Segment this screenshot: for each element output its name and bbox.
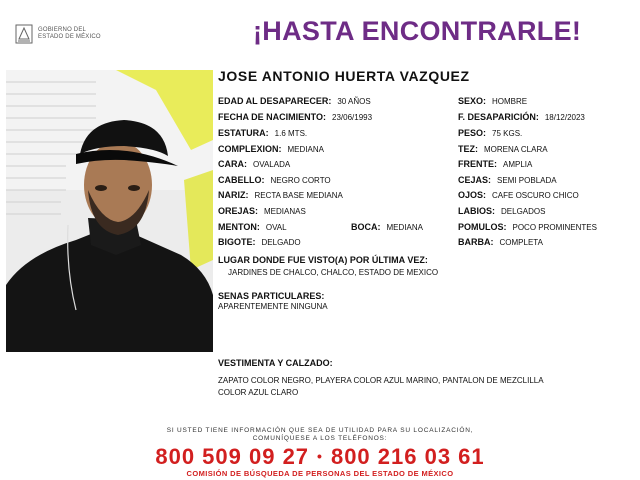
field-value: 1.6 MTS. [274,129,308,138]
field-value: OVALADA [253,160,291,169]
clothing-line-2: COLOR AZUL CLARO [218,388,299,397]
field-complexion [218,144,324,155]
distinguishing-marks-title: SENAS PARTICULARES: [218,291,325,301]
person-photo [6,70,213,352]
field-label: OREJAS: [218,206,259,216]
government-name [38,27,101,41]
field-label: CARA: [218,159,247,169]
field-label: CEJAS: [458,175,492,185]
field-orejas [218,206,306,217]
field-value: NEGRO CORTO [270,176,331,185]
last-seen-text: JARDINES DE CHALCO, CHALCO, ESTADO DE MEXICO [228,268,439,277]
field-label: SEXO: [458,96,487,106]
field-value: POCO PROMINENTES [512,223,597,232]
state-seal-icon [14,22,34,46]
field-label: BOCA: [351,222,381,232]
info-note-line-1: SI USTED TIENE INFORMACIÓN QUE SEA DE UTILIDAD PARA SU LOCALIZACIÓN, [166,427,474,434]
field-value: MEDIANA [287,145,324,154]
field-barba [458,237,543,248]
field-label: ESTATURA: [218,128,269,138]
field-ojos [458,190,579,201]
field-label: CABELLO: [218,175,265,185]
field-value: OVAL [265,223,287,232]
field-tez [458,144,548,155]
field-label: NARIZ: [218,190,249,200]
field-label: PESO: [458,128,487,138]
field-pomulos [458,222,597,233]
field-sexo [458,96,527,107]
field-label: F. DESAPARICIÓN: [458,112,539,122]
commission-name: COMISIÓN DE BÚSQUEDA DE PERSONAS DEL ESTADO DE MÉXICO [186,469,454,478]
person-photo-illustration [6,70,213,352]
field-value: AMPLIA [503,160,533,169]
field-label: TEZ: [458,144,478,154]
field-value: SEMI POBLADA [497,176,557,185]
field-fecha-nacimiento [218,112,372,123]
field-cara [218,159,290,170]
phone-number-1[interactable]: 800 509 09 27 [155,444,310,469]
info-note-line-2: COMUNÍQUESE A LOS TELÉFONOS: [252,435,388,442]
headline: ¡HASTA ENCONTRARLE! [253,16,582,46]
government-line-2: ESTADO DE MÉXICO [38,34,101,40]
field-value: 75 KGS. [492,129,523,138]
field-label: BARBA: [458,237,494,247]
clothing-title: VESTIMENTA Y CALZADO: [218,358,333,368]
field-frente [458,159,532,170]
field-label: MENTON: [218,222,260,232]
field-value: 30 AÑOS [337,97,371,106]
field-value: 18/12/2023 [544,113,585,122]
field-label: BIGOTE: [218,237,256,247]
last-seen-title: LUGAR DONDE FUE VISTO(A) POR ÚLTIMA VEZ: [218,255,428,265]
field-label: OJOS: [458,190,487,200]
field-value: CAFE OSCURO CHICO [492,191,579,200]
field-bigote [218,237,301,248]
field-label: LABIOS: [458,206,495,216]
field-value: MEDIANAS [264,207,306,216]
field-nariz [218,190,343,201]
field-labios [458,206,545,217]
person-name: JOSE ANTONIO HUERTA VAZQUEZ [218,68,470,84]
field-value: HOMBRE [492,97,528,106]
government-logo [14,22,124,46]
field-label: FRENTE: [458,159,497,169]
clothing-line-1: ZAPATO COLOR NEGRO, PLAYERA COLOR AZUL MARINO, PANTALON DE MEZCLILLA [218,376,544,385]
field-label: POMULOS: [458,222,507,232]
field-peso [458,128,522,139]
phone-numbers [0,444,640,470]
field-label: EDAD AL DESAPARECER: [218,96,332,106]
field-value: MEDIANA [386,223,423,232]
phone-number-2[interactable]: 800 216 03 61 [330,444,485,469]
field-value: DELGADOS [501,207,546,216]
field-edad [218,96,371,107]
field-value: RECTA BASE MEDIANA [254,191,343,200]
field-label: FECHA DE NACIMIENTO: [218,112,326,122]
distinguishing-marks-text: APARENTEMENTE NINGUNA [218,302,328,311]
field-label: COMPLEXION: [218,144,282,154]
field-estatura [218,128,307,139]
field-cabello [218,175,331,186]
field-value: MORENA CLARA [484,145,548,154]
field-cejas [458,175,557,186]
field-boca [351,222,423,233]
field-value: COMPLETA [499,238,543,247]
field-value: DELGADO [261,238,301,247]
field-value: 23/06/1993 [332,113,373,122]
phone-separator: • [317,448,323,464]
field-menton [218,222,287,233]
field-fecha-desaparicion [458,112,585,123]
government-line-1: GOBIERNO DEL [38,27,87,33]
